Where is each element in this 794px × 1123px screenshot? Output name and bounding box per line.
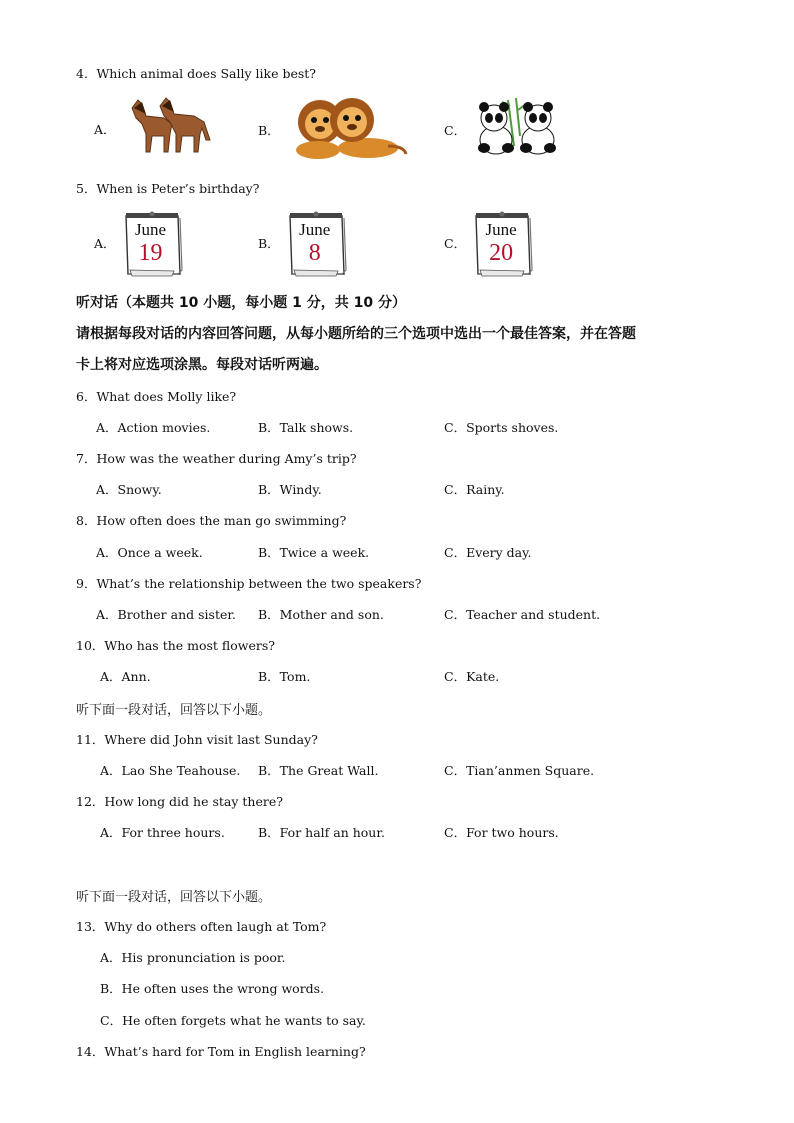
q5-option-b[interactable] [258, 210, 346, 276]
option-label: C． [444, 123, 467, 138]
q6-option-b[interactable]: B．Talk shows. [258, 420, 354, 435]
question-14: 14．What’s hard for Tom in English learning? [76, 1044, 366, 1059]
q7-option-a[interactable]: A．Snowy. [96, 482, 162, 497]
question-13: 13．Why do others often laugh at Tom? [76, 919, 327, 934]
calendar-icon [124, 210, 182, 276]
option-label: C． [444, 236, 467, 251]
calendar-day: 19 [138, 240, 163, 266]
option-label: A． [94, 122, 116, 137]
question-11: 11．Where did John visit last Sunday? [76, 732, 318, 747]
option-label: A． [94, 236, 116, 251]
q7-option-b[interactable]: B．Windy. [258, 482, 322, 497]
q4-option-c[interactable] [444, 96, 564, 164]
q10-option-b[interactable]: B．Tom. [258, 669, 311, 684]
calendar-day: 20 [489, 240, 514, 266]
question-6: 6．What does Molly like? [76, 389, 237, 404]
lions-icon [288, 94, 408, 166]
question-10: 10．Who has the most flowers? [76, 638, 275, 653]
question-7: 7．How was the weather during Amy’s trip? [76, 451, 357, 466]
option-label: B． [258, 123, 280, 138]
section-title: 听对话（本题共 10 小题，每小题 1 分，共 10 分） [76, 295, 406, 311]
q4-option-a[interactable] [94, 94, 214, 164]
calendar-month: June [299, 220, 331, 239]
q9-option-a[interactable]: A．Brother and sister. [96, 607, 236, 622]
q4-option-b[interactable] [258, 94, 408, 166]
dialog-intro: 听下面一段对话，回答以下小题。 [76, 703, 272, 718]
q8-option-a[interactable]: A．Once a week. [96, 545, 203, 560]
q13-option-b[interactable]: B．He often uses the wrong words. [100, 981, 325, 996]
q5-option-a[interactable] [94, 210, 182, 276]
calendar-icon [474, 210, 532, 276]
q11-option-a[interactable]: A．Lao She Teahouse. [100, 763, 241, 778]
q11-option-c[interactable]: C．Tian’anmen Square. [444, 763, 595, 778]
q13-option-a[interactable]: A．His pronunciation is poor. [100, 950, 286, 965]
q12-option-c[interactable]: C．For two hours. [444, 825, 559, 840]
section-instruction-1: 请根据每段对话的内容回答问题，从每小题所给的三个选项中选出一个最佳答案，并在答题 [76, 326, 636, 342]
calendar-month: June [134, 220, 167, 239]
q9-option-b[interactable]: B．Mother and son. [258, 607, 384, 622]
horses-icon [124, 94, 214, 164]
q11-option-b[interactable]: B．The Great Wall. [258, 763, 379, 778]
question-12: 12．How long did he stay there? [76, 794, 283, 809]
question-8: 8．How often does the man go swimming? [76, 513, 347, 528]
option-label: B． [258, 236, 280, 251]
q6-option-c[interactable]: C．Sports shoves. [444, 420, 559, 435]
dialog-intro: 听下面一段对话，回答以下小题。 [76, 890, 272, 905]
section-instruction-2: 卡上将对应选项涂黑。每段对话听两遍。 [76, 357, 328, 373]
q12-option-a[interactable]: A．For three hours. [100, 825, 225, 840]
pandas-icon [474, 96, 564, 164]
q8-option-c[interactable]: C．Every day. [444, 545, 532, 560]
question-5: 5．When is Peter’s birthday? [76, 181, 260, 196]
question-4: 4．Which animal does Sally like best? [76, 66, 316, 81]
q13-option-c[interactable]: C．He often forgets what he wants to say. [100, 1013, 366, 1028]
q12-option-b[interactable]: B．For half an hour. [258, 825, 385, 840]
q6-option-a[interactable]: A．Action movies. [96, 420, 211, 435]
calendar-month: June [485, 220, 517, 239]
q5-option-c[interactable] [444, 210, 532, 276]
calendar-day: 8 [308, 240, 321, 266]
q8-option-b[interactable]: B．Twice a week. [258, 545, 370, 560]
question-9: 9．What’s the relationship between the two speakers? [76, 576, 422, 591]
q7-option-c[interactable]: C．Rainy. [444, 482, 505, 497]
q10-option-a[interactable]: A．Ann. [100, 669, 151, 684]
calendar-icon [288, 210, 346, 276]
q9-option-c[interactable]: C．Teacher and student. [444, 607, 601, 622]
q10-option-c[interactable]: C．Kate. [444, 669, 500, 684]
